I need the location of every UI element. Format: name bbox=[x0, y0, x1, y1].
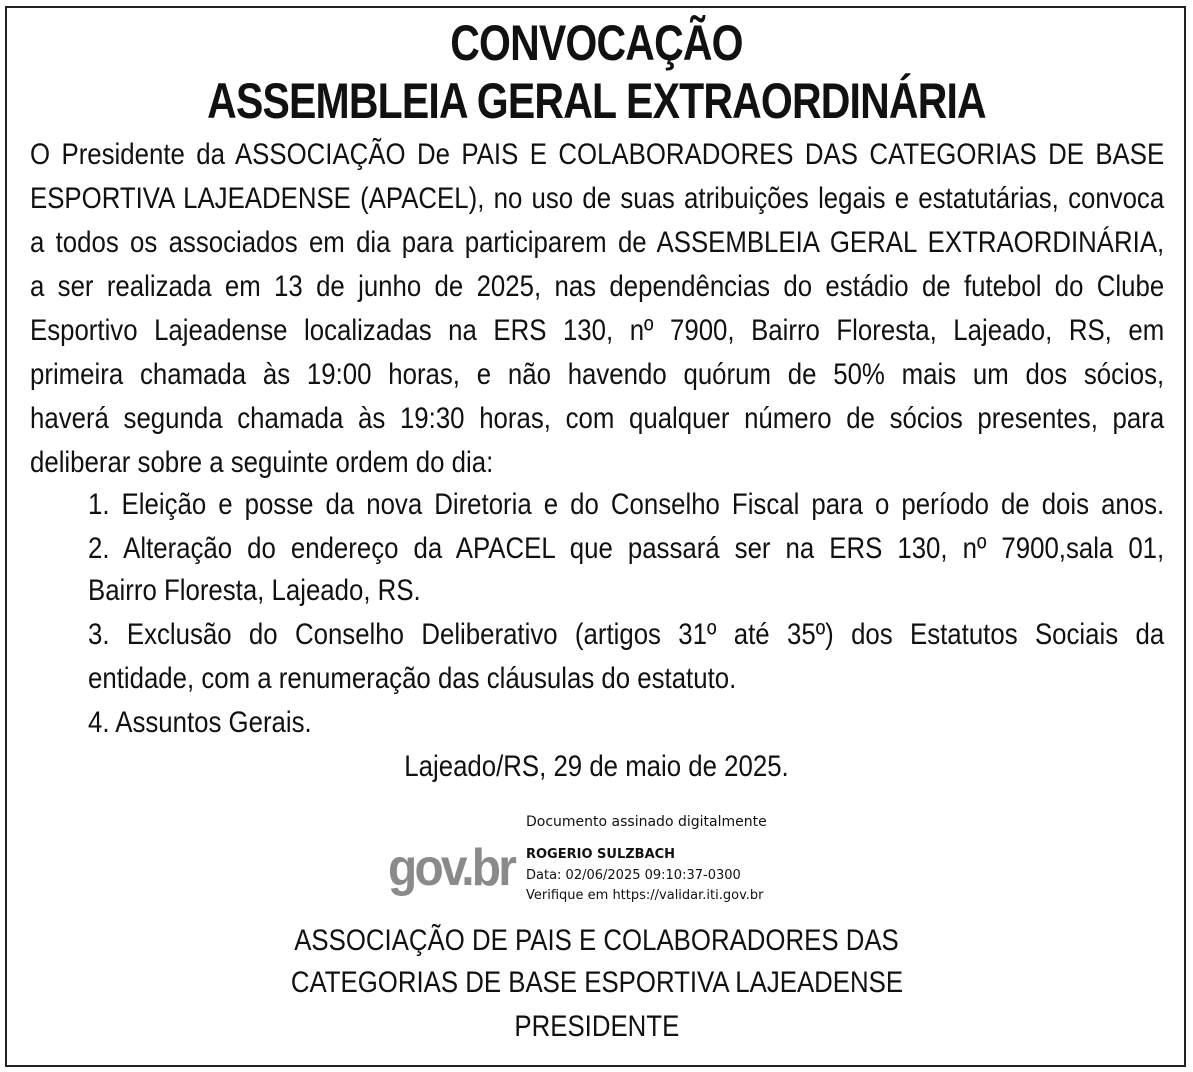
footer-org-line-2: CATEGORIAS DE BASE ESPORTIVA LAJEADENSE bbox=[290, 966, 903, 999]
place-date: Lajeado/RS, 29 de maio de 2025. bbox=[404, 750, 789, 783]
signature-heading: Documento assinado digitalmente bbox=[526, 814, 767, 830]
govbr-logo: gov.br bbox=[388, 839, 515, 897]
body-line: a todos os associados em dia para participarem de ASSEMBLEIA GERAL EXTRAORDINÁRIA, bbox=[30, 226, 1165, 259]
agenda-item-2: 2. Alteração do endereço da APACEL que passará ser na ERS 130, nº 7900,sala 01, bbox=[88, 532, 1165, 565]
agenda-item-3: 3. Exclusão do Conselho Deliberativo (artigos 31º até 35º) dos Estatutos Sociais da bbox=[88, 618, 1165, 651]
body-line: haverá segunda chamada às 19:30 horas, com qualquer número de sócios presentes, para bbox=[30, 402, 1165, 435]
signature-date: Data: 02/06/2025 09:10:37-0300 bbox=[526, 868, 741, 883]
body-line: deliberar sobre a seguinte ordem do dia: bbox=[30, 446, 494, 479]
notice-title: CONVOCAÇÃO bbox=[450, 15, 743, 71]
footer-org-line-1: ASSOCIAÇÃO DE PAIS E COLABORADORES DAS bbox=[294, 924, 899, 957]
agenda-item-1: 1. Eleição e posse da nova Diretoria e do Conselho Fiscal para o período de dois anos. bbox=[88, 488, 1165, 521]
body-line: a ser realizada em 13 de junho de 2025, nas dependências do estádio de futebol do Clube bbox=[30, 270, 1165, 303]
footer-role: PRESIDENTE bbox=[514, 1010, 679, 1043]
body-line: primeira chamada às 19:00 horas, e não havendo quórum de 50% mais um dos sócios, bbox=[30, 358, 1165, 391]
agenda-item-4: 4. Assuntos Gerais. bbox=[88, 706, 312, 739]
body-line: Esportivo Lajeadense localizadas na ERS 130, nº 7900, Bairro Floresta, Lajeado, RS, em bbox=[30, 314, 1165, 347]
body-line: ESPORTIVA LAJEADENSE (APACEL), no uso de suas atribuições legais e estatutárias, convoca bbox=[30, 182, 1165, 215]
body-line: O Presidente da ASSOCIAÇÃO De PAIS E COLABORADORES DAS CATEGORIAS DE BASE bbox=[30, 138, 1165, 171]
notice-subtitle: ASSEMBLEIA GERAL EXTRAORDINÁRIA bbox=[207, 73, 986, 129]
signer-name: ROGERIO SULZBACH bbox=[526, 847, 676, 862]
signature-verify-url: Verifique em https://validar.iti.gov.br bbox=[526, 888, 764, 903]
agenda-item-2-continued: Bairro Floresta, Lajeado, RS. bbox=[88, 574, 421, 607]
agenda-item-3-continued: entidade, com a renumeração das cláusulas do estatuto. bbox=[88, 662, 737, 695]
